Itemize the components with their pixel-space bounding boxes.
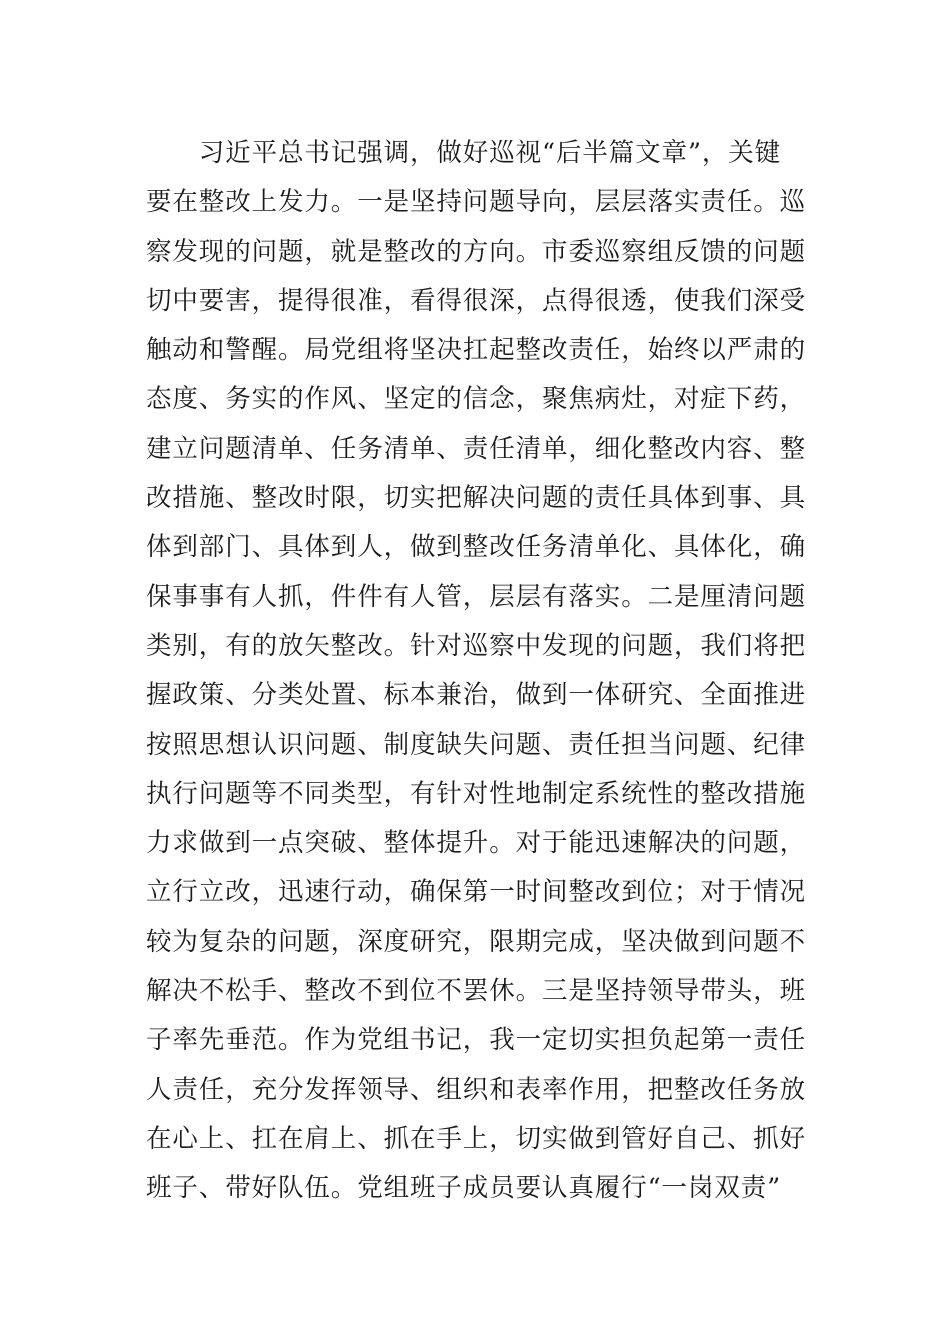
body-paragraph [146, 129, 816, 1214]
text-line: 习近平总书记强调，做好巡视“后半篇文章”，关键 [146, 138, 782, 168]
text-line: 较为复杂的问题，深度研究，限期完成，坚决做到问题不 [146, 926, 807, 957]
text-line: 建立问题清单、任务清单、责任清单，细化整改内容、整 [146, 433, 807, 464]
text-line: 体到部门、具体到人，做到整改任务清单化、具体化，确 [146, 532, 807, 563]
text-line: 保事事有人抓，件件有人管，层层有落实。二是厘清问题 [146, 581, 807, 612]
text-line: 在心上、扛在肩上、抓在手上，切实做到管好自己、抓好 [146, 1123, 807, 1154]
text-line: 态度、务实的作风、坚定的信念，聚焦病灶，对症下药， [146, 384, 807, 415]
text-line: 切中要害，提得很准，看得很深，点得很透，使我们深受 [146, 285, 807, 316]
text-line: 执行问题等不同类型，有针对性地制定系统性的整改措施 [146, 778, 807, 809]
text-line: 子率先垂范。作为党组书记，我一定切实担负起第一责任 [146, 1025, 807, 1056]
text-line: 握政策、分类处置、标本兼治，做到一体研究、全面推进 [146, 680, 807, 711]
text-line: 要在整改上发力。一是坚持问题导向，层层落实责任。巡 [146, 187, 807, 218]
text-line: 按照思想认识问题、制度缺失问题、责任担当问题、纪律 [146, 729, 807, 760]
text-line: 人责任，充分发挥领导、组织和表率作用，把整改任务放 [146, 1074, 807, 1105]
text-line: 察发现的问题，就是整改的方向。市委巡察组反馈的问题 [146, 236, 807, 267]
text-line: 类别，有的放矢整改。针对巡察中发现的问题，我们将把 [146, 630, 807, 661]
text-line: 立行立改，迅速行动，确保第一时间整改到位；对于情况 [146, 877, 807, 908]
text-line: 解决不松手、整改不到位不罢休。三是坚持领导带头，班 [146, 976, 807, 1007]
text-line: 改措施、整改时限，切实把解决问题的责任具体到事、具 [146, 483, 807, 514]
text-line: 力求做到一点突破、整体提升。对于能迅速解决的问题， [146, 828, 807, 859]
text-line: 触动和警醒。局党组将坚决扛起整改责任，始终以严肃的 [146, 335, 807, 366]
text-line: 班子、带好队伍。党组班子成员要认真履行“一岗双责” [146, 1173, 782, 1204]
